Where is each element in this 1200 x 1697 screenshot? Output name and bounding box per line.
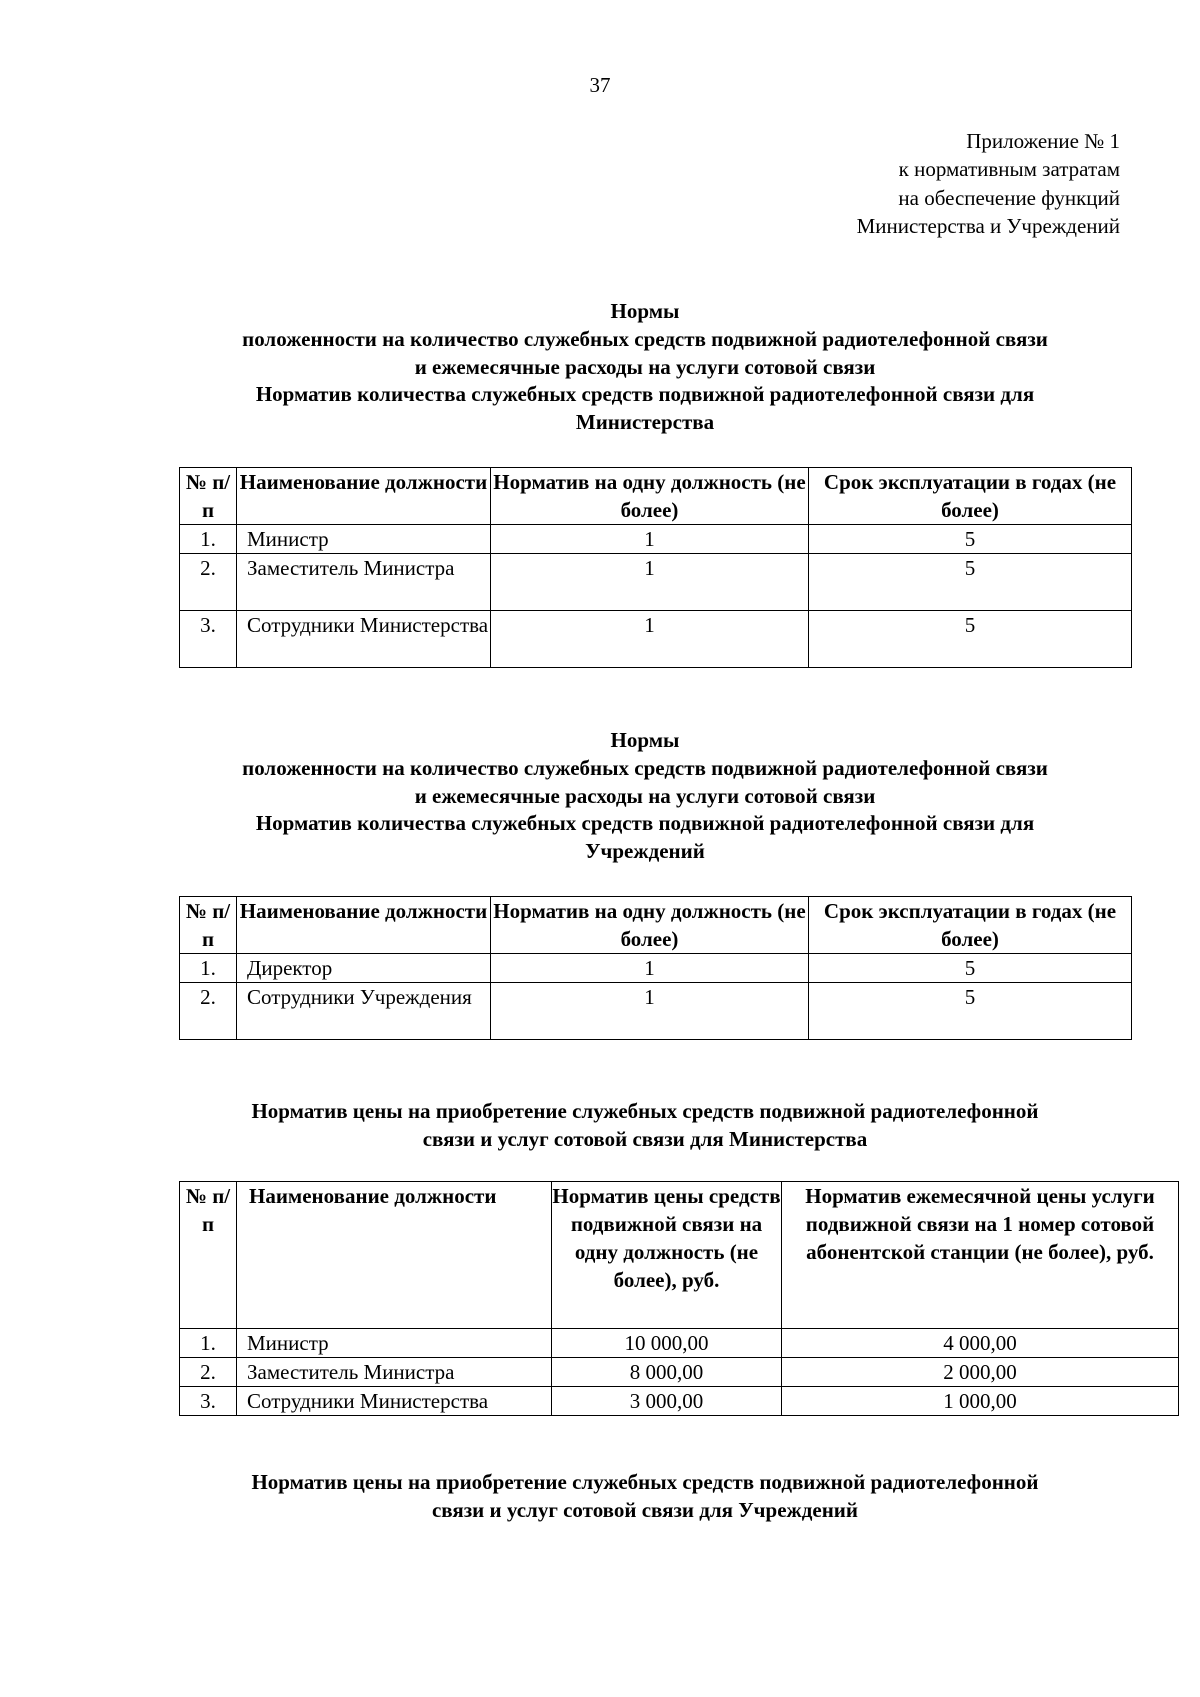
section2-table [179, 896, 1132, 1040]
row-term: 5 [809, 983, 1132, 1040]
row-device-price: 8 000,00 [552, 1358, 782, 1387]
table-row [180, 1329, 1179, 1358]
section3-heading [180, 1098, 1110, 1154]
heading-line: Норматив количества служебных средств подвижной радиотелефонной связи для [255, 811, 1035, 836]
col-header-norm: Норматив на одну должность (не более) [491, 897, 809, 954]
row-term: 5 [809, 954, 1132, 983]
table-header-row [180, 897, 1132, 954]
row-term: 5 [809, 611, 1132, 668]
heading-line: Нормы [610, 728, 680, 752]
heading-line: Норматив количества служебных средств подвижной радиотелефонной связи для [255, 382, 1035, 407]
row-number: 2. [180, 983, 237, 1040]
table-row [180, 1358, 1179, 1387]
row-term: 5 [809, 525, 1132, 554]
col-header-norm: Норматив на одну должность (не более) [491, 468, 809, 525]
appendix-line: Министерства и Учреждений [856, 213, 1120, 238]
heading-line: положенности на количество служебных средств подвижной радиотелефонной связи [242, 755, 1048, 780]
page-number: 37 [589, 73, 611, 97]
appendix-note [857, 127, 1120, 240]
row-number: 1. [180, 1329, 237, 1358]
section2-heading [180, 727, 1110, 866]
heading-line: связи и услуг сотовой связи для Министерства [422, 1126, 868, 1151]
row-position: Министр [237, 525, 491, 554]
table-row [180, 954, 1132, 983]
col-header-monthly-price: Норматив ежемесячной цены услуги подвижной связи на 1 номер сотовой абонентской станции (не более), руб. [782, 1182, 1179, 1329]
heading-line: Учреждений [585, 839, 705, 864]
heading-line: и ежемесячные расходы на услуги сотовой связи [414, 783, 876, 808]
row-norm: 1 [491, 554, 809, 611]
appendix-line: на обеспечение функций [898, 185, 1120, 210]
row-number: 3. [180, 611, 237, 668]
table-row [180, 983, 1132, 1040]
col-header-number: № п/п [180, 897, 237, 954]
row-norm: 1 [491, 525, 809, 554]
table-row [180, 1387, 1179, 1416]
table-row [180, 554, 1132, 611]
row-number: 1. [180, 525, 237, 554]
row-position: Заместитель Министра [237, 554, 491, 611]
col-header-device-price: Норматив цены средств подвижной связи на одну должность (не более), руб. [552, 1182, 782, 1329]
table-header-row [180, 1182, 1179, 1329]
row-number: 2. [180, 1358, 237, 1387]
heading-line: связи и услуг сотовой связи для Учреждений [431, 1497, 858, 1522]
col-header-position: Наименование должности [237, 468, 491, 525]
heading-line: положенности на количество служебных средств подвижной радиотелефонной связи [242, 326, 1048, 351]
col-header-position: Наименование должности [237, 897, 491, 954]
row-monthly-price: 4 000,00 [782, 1329, 1179, 1358]
heading-line: Норматив цены на приобретение служебных средств подвижной радиотелефонной [251, 1470, 1039, 1494]
row-number: 1. [180, 954, 237, 983]
section4-heading [180, 1469, 1110, 1525]
table-row [180, 611, 1132, 668]
row-position: Министр [237, 1329, 552, 1358]
row-device-price: 10 000,00 [552, 1329, 782, 1358]
heading-line: Министерства [575, 410, 715, 435]
table-header-row [180, 468, 1132, 525]
section1-heading [180, 298, 1110, 437]
row-norm: 1 [491, 611, 809, 668]
row-position: Сотрудники Министерства [237, 611, 491, 668]
row-number: 3. [180, 1387, 237, 1416]
col-header-number: № п/п [180, 468, 237, 525]
row-monthly-price: 2 000,00 [782, 1358, 1179, 1387]
section3-table [179, 1181, 1179, 1416]
row-position: Заместитель Министра [237, 1358, 552, 1387]
col-header-number: № п/п [180, 1182, 237, 1329]
row-monthly-price: 1 000,00 [782, 1387, 1179, 1416]
col-header-position: Наименование должности [237, 1182, 552, 1329]
row-position: Сотрудники Учреждения [237, 983, 491, 1040]
row-norm: 1 [491, 954, 809, 983]
heading-line: Норматив цены на приобретение служебных средств подвижной радиотелефонной [251, 1099, 1039, 1123]
table-row [180, 525, 1132, 554]
row-position: Сотрудники Министерства [237, 1387, 552, 1416]
heading-line: и ежемесячные расходы на услуги сотовой связи [414, 354, 876, 379]
row-device-price: 3 000,00 [552, 1387, 782, 1416]
heading-line: Нормы [610, 299, 680, 323]
row-term: 5 [809, 554, 1132, 611]
col-header-term: Срок эксплуатации в годах (не более) [809, 897, 1132, 954]
section1-table [179, 467, 1132, 668]
col-header-term: Срок эксплуатации в годах (не более) [809, 468, 1132, 525]
row-number: 2. [180, 554, 237, 611]
row-norm: 1 [491, 983, 809, 1040]
appendix-line: Приложение № 1 [966, 129, 1120, 153]
appendix-line: к нормативным затратам [898, 157, 1120, 182]
row-position: Директор [237, 954, 491, 983]
